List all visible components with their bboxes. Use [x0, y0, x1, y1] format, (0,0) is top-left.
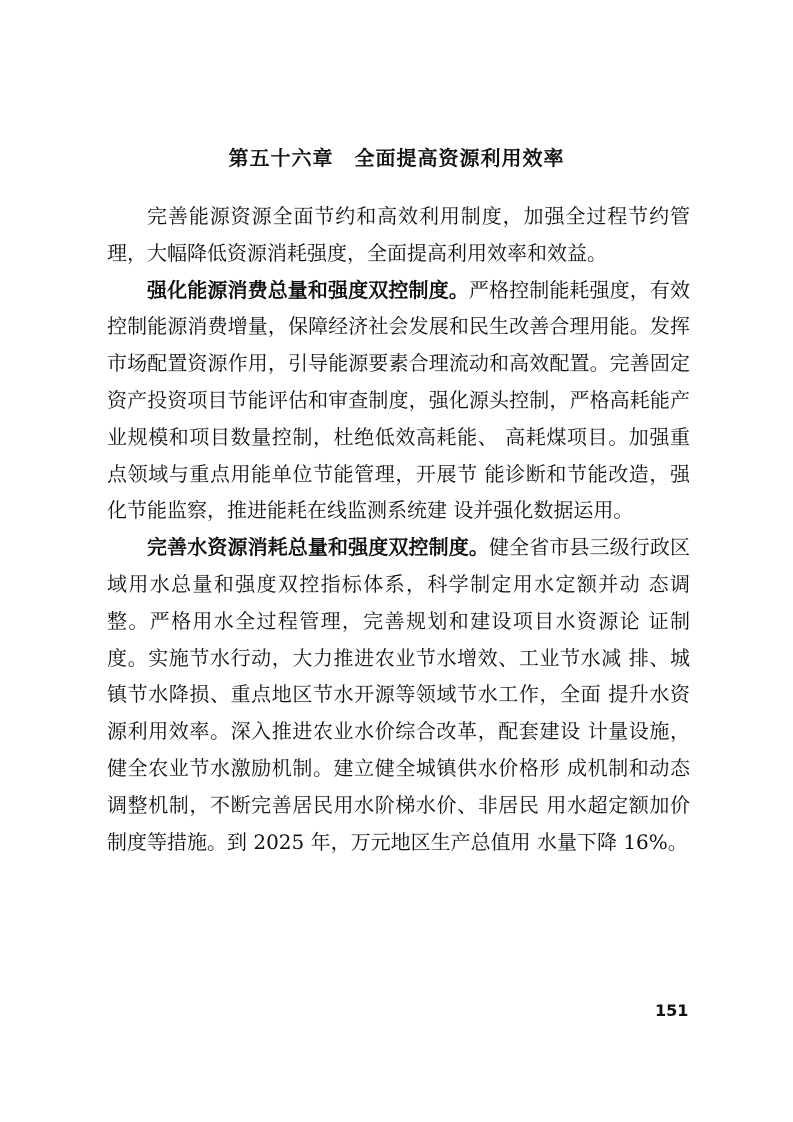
paragraph-intro: [107, 198, 690, 272]
paragraph-text: 完善能源资源全面节约和高效利用制度，加强全过程节约管理，大幅降低资源消耗强度，全面提高利用效率和效益。: [107, 204, 690, 265]
paragraph-energy-control: [107, 272, 690, 530]
paragraph-text: 严格控制能耗强度，有效控制能源消费增量，保障经济社会发展和民生改善合理用能。发挥市场配置资源作用，引导能源要素合理流动和高效配置。完善固定资产投资项目节能评估和审查制度，强化源头控制，严格高耗能产业规模和项目数量控制，杜绝低效高耗能、 高耗煤项目。加强重点领域与重点用能单位节能管理，开展节 能诊断和节能改造，强化节能监察，推进能耗在线监测系统建 设并强化数据运用。: [107, 277, 691, 523]
paragraph-text: 健全省市县三级行政区域用水总量和强度双控指标体系，科学制定用水定额并动 态调整。严格用水全过程管理，完善规划和建设项目水资源论 证制度。实施节水行动，大力推进农业节水增效、工业节水减 排、城镇节水降损、重点地区节水开源等领域节水工作，全面 提升水资源利用效率。深入推进农业水价综合改革，配套建设 计量设施，健全农业节水激励机制。建立健全城镇供水价格形 成机制和动态调整机制，不断完善居民用水阶梯水价、非居民 用水超定额加价制度等措施。到 2025 年，万元地区生产总值用 水量下降 16%。: [107, 535, 691, 854]
body-text: [107, 198, 690, 860]
paragraph-water-control: [107, 529, 690, 860]
chapter-title: 第五十六章 全面提高资源利用效率: [228, 146, 565, 170]
paragraph-lead: 强化能源消费总量和强度双控制度。: [147, 277, 469, 302]
page-number: 151: [655, 1001, 689, 1020]
paragraph-lead: 完善水资源消耗总量和强度双控制度。: [147, 535, 489, 560]
